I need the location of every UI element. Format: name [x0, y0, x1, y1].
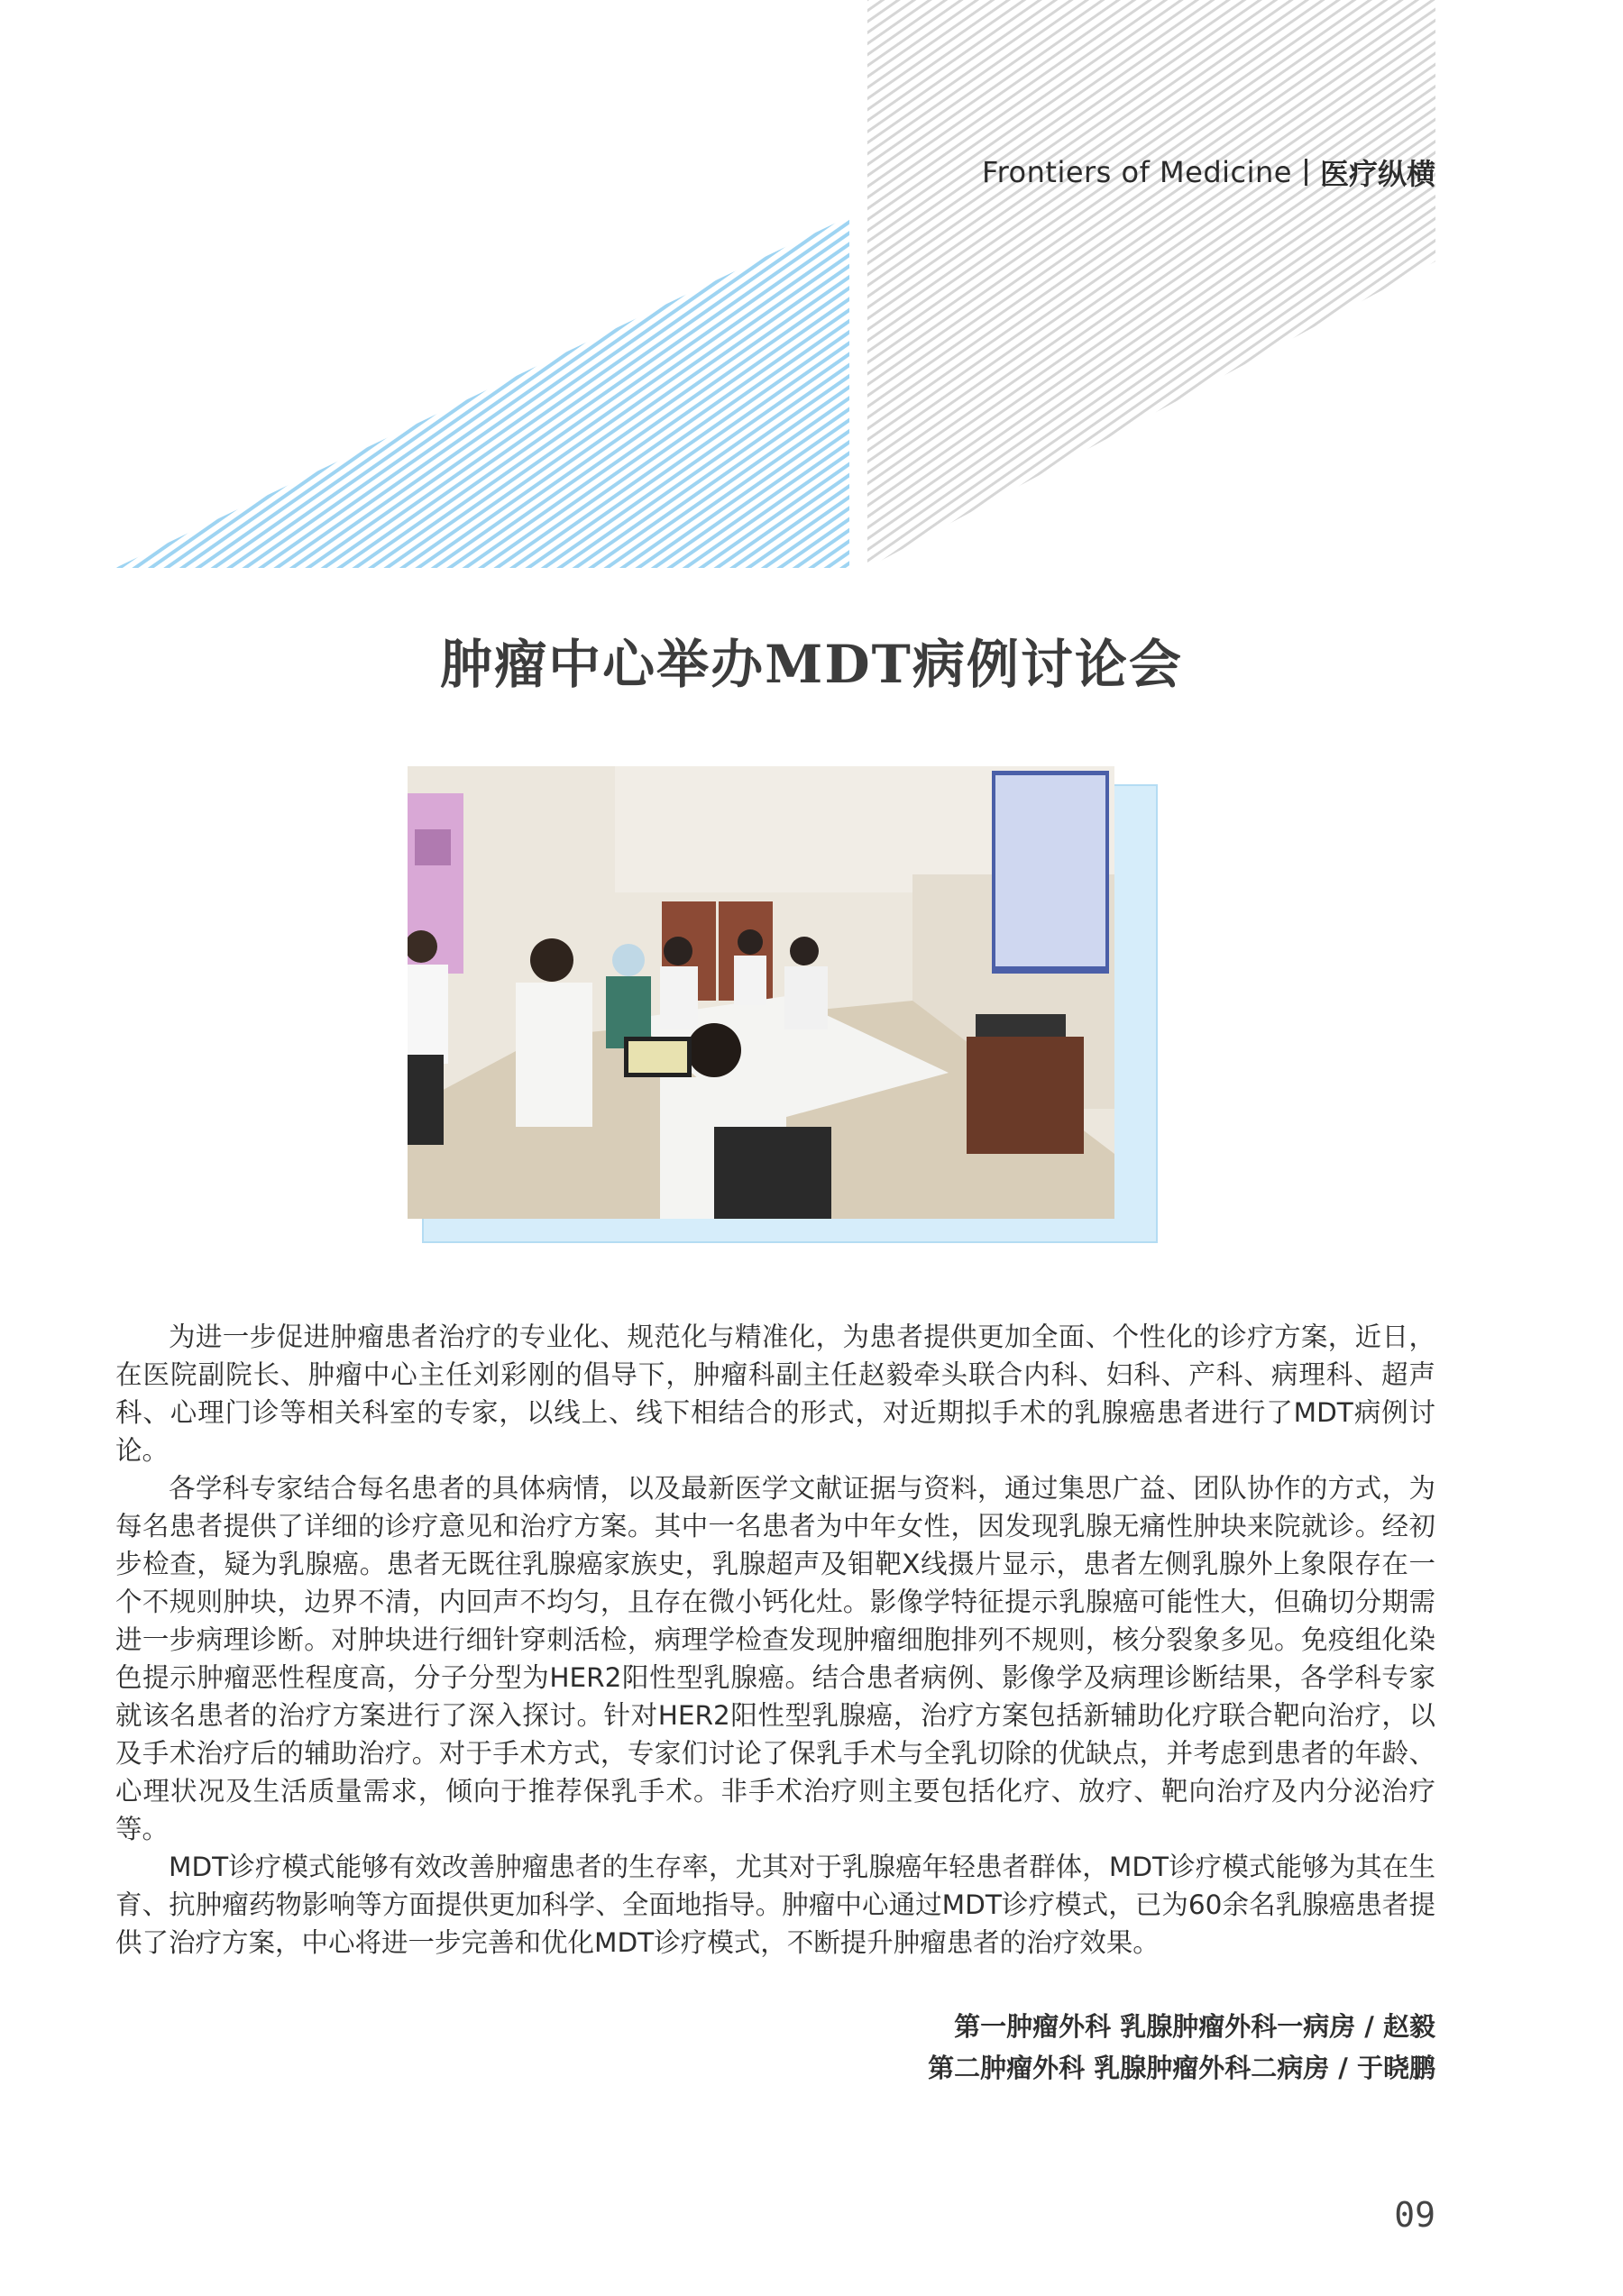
signature-line-1: 第一肿瘤外科 乳腺肿瘤外科一病房 / 赵毅: [954, 2011, 1435, 2042]
article-title: 肿瘤中心举办MDT病例讨论会: [440, 634, 1183, 695]
page-number: 09: [1394, 2195, 1435, 2235]
paragraph-2: 各学科专家结合每名患者的具体病情，以及最新医学文献证据与资料，通过集思广益、团队协作的方式，为每名患者提供了详细的诊疗意见和治疗方案。其中一名患者为中年女性，因发现乳腺无痛性肿块来院就诊。经初步检查，疑为乳腺癌。患者无既往乳腺癌家族史，乳腺超声及钼靶X线摄片显示，患者左侧乳腺外上象限存在一个不规则肿块，边界不清，内回声不均匀，且存在微小钙化灶。影像学特征提示乳腺癌可能性大，但确切分期需进一步病理诊断。对肿块进行细针穿刺活检，病理学检查发现肿瘤细胞排列不规则，核分裂象多见。免疫组化染色提示肿瘤恶性程度高，分子分型为HER2阳性型乳腺癌。结合患者病例、影像学及病理诊断结果，各学科专家就该名患者的治疗方案进行了深入探讨。针对HER2阳性型乳腺癌，治疗方案包括新辅助化疗联合靶向治疗，以及手术治疗后的辅助治疗。对于手术方式，专家们讨论了保乳手术与全乳切除的优缺点，并考虑到患者的年龄、心理状况及生活质量需求，倾向于推荐保乳手术。非手术治疗则主要包括化疗、放疗、靶向治疗及内分泌治疗等。: [115, 1473, 1435, 1844]
paragraph-3: MDT诊疗模式能够有效改善肿瘤患者的生存率，尤其对于乳腺癌年轻患者群体，MDT诊疗模式能够为其在生育、抗肿瘤药物影响等方面提供更加科学、全面地指导。肿瘤中心通过MDT诊疗模式，已为60余名乳腺癌患者提供了治疗方案，中心将进一步完善和优化MDT诊疗模式，不断提升肿瘤患者的治疗效果。: [115, 1852, 1435, 1958]
header-divider: [1305, 159, 1307, 186]
header-chinese: 医疗纵横: [1319, 157, 1435, 191]
article-body: [115, 1318, 1435, 1962]
decorative-stripes: [0, 0, 1623, 577]
header-english: Frontiers of Medicine: [982, 155, 1292, 189]
signature-line-2: 第二肿瘤外科 乳腺肿瘤外科二病房 / 于晓鹏: [928, 2053, 1435, 2083]
author-signatures: [928, 2006, 1435, 2089]
blue-stripe-triangle: [115, 216, 849, 568]
meeting-photo: [408, 766, 1114, 1219]
paragraph-1: 为进一步促进肿瘤患者治疗的专业化、规范化与精准化，为患者提供更加全面、个性化的诊疗方案，近日，在医院副院长、肿瘤中心主任刘彩刚的倡导下，肿瘤科副主任赵毅牵头联合内科、妇科、产科、病理科、超声科、心理门诊等相关科室的专家，以线上、线下相结合的形式，对近期拟手术的乳腺癌患者进行了MDT病例讨论。: [115, 1322, 1435, 1466]
grey-stripe-panel: [867, 0, 1435, 568]
section-header: [982, 151, 1435, 193]
